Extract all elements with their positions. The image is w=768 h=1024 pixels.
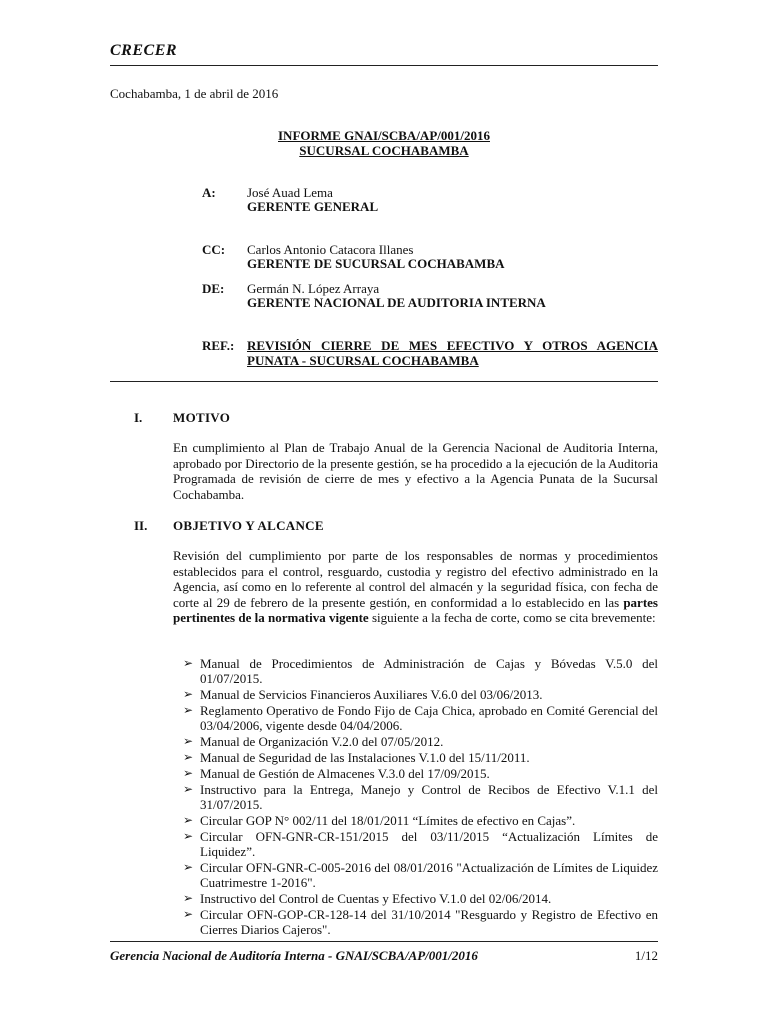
section2-text-after: siguiente a la fecha de corte, como se cita brevemente: <box>368 610 656 625</box>
to-name: José Auad Lema <box>247 185 333 200</box>
to-label: A: <box>202 185 216 200</box>
footer-divider <box>110 941 658 942</box>
to-role-text: GERENTE GENERAL <box>247 199 379 214</box>
header-divider <box>110 65 658 66</box>
list-item-text: Circular OFN-GOP-CR-128-14 del 31/10/2014 "Resguardo y Registro de Efectivo en Cierres Diarios Cajeros". <box>200 907 658 937</box>
list-item <box>183 656 658 686</box>
arrow-bullet-icon: ➢ <box>183 750 194 764</box>
list-item-text: Circular OFN-GNR-CR-151/2015 del 03/11/2015 “Actualización Límites de Liquidez”. <box>200 829 658 859</box>
page-footer <box>110 948 658 964</box>
arrow-bullet-icon: ➢ <box>183 829 194 843</box>
list-item-text: Manual de Servicios Financieros Auxiliares V.6.0 del 03/06/2013. <box>200 687 543 702</box>
list-item <box>183 891 658 906</box>
from-name: Germán N. López Arraya <box>247 281 380 296</box>
list-item <box>183 813 658 828</box>
list-item <box>183 750 658 765</box>
section1-paragraph: En cumplimiento al Plan de Trabajo Anual de la Gerencia Nacional de Auditoria Interna, aprobado por Directorio de la presente gestión, se ha procedido a la ejecución de la Auditoria Programada de revisión de cierre de mes y efectivo a la Agencia Punata de la Sucursal Cochabamba. <box>173 440 658 502</box>
list-item-text: Instructivo del Control de Cuentas y Efectivo V.1.0 del 02/06/2014. <box>200 891 552 906</box>
arrow-bullet-icon: ➢ <box>183 687 194 701</box>
regulations-list <box>183 656 658 938</box>
arrow-bullet-icon: ➢ <box>183 766 194 780</box>
from-label: DE: <box>202 281 225 296</box>
from-role-text: GERENTE NACIONAL DE AUDITORIA INTERNA <box>247 295 546 310</box>
footer-text: Gerencia Nacional de Auditoría Interna - GNAI/SCBA/AP/001/2016 <box>110 948 478 963</box>
arrow-bullet-icon: ➢ <box>183 734 194 748</box>
list-item-text: Reglamento Operativo de Fondo Fijo de Caja Chica, aprobado en Comité Gerencial del 03/04/2006, vigente desde 04/04/2006. <box>200 703 658 733</box>
list-item <box>183 782 658 812</box>
section1-number: I. <box>134 410 143 425</box>
list-item <box>183 766 658 781</box>
list-item-text: Circular OFN-GNR-C-005-2016 del 08/01/2016 "Actualización de Límites de Liquidez Cuatrimestre 1-2016". <box>200 860 658 890</box>
section2-text-before: Revisión del cumplimiento por parte de los responsables de normas y procedimientos establecidos para el control, resguardo, custodia y registro del efectivo administrado en la Agencia, así como en lo referente al control del almacén y la seguridad física, con fecha de corte al 29 de febrero de la presente gestión, en conformidad a lo establecido en las <box>173 548 658 610</box>
arrow-bullet-icon: ➢ <box>183 907 194 921</box>
ref-text: REVISIÓN CIERRE DE MES EFECTIVO Y OTROS AGENCIA PUNATA - SUCURSAL COCHABAMBA <box>247 338 658 368</box>
list-item <box>183 703 658 733</box>
to-role <box>247 199 378 214</box>
from-role <box>247 295 546 310</box>
cc-name: Carlos Antonio Catacora Illanes <box>247 242 414 257</box>
cc-role-text: GERENTE DE SUCURSAL COCHABAMBA <box>247 256 505 271</box>
list-item <box>183 829 658 859</box>
list-item-text: Instructivo para la Entrega, Manejo y Control de Recibos de Efectivo V.1.1 del 31/07/2015. <box>200 782 658 812</box>
report-title: INFORME GNAI/SCBA/AP/001/2016 <box>278 128 490 143</box>
list-item-text: Manual de Gestión de Almacenes V.3.0 del 17/09/2015. <box>200 766 490 781</box>
section2-title: OBJETIVO Y ALCANCE <box>173 518 324 533</box>
arrow-bullet-icon: ➢ <box>183 860 194 874</box>
ref-label: REF.: <box>202 338 235 353</box>
company-header: CRECER <box>110 42 178 59</box>
list-item-text: Manual de Seguridad de las Instalaciones V.1.0 del 15/11/2011. <box>200 750 530 765</box>
section2-paragraph <box>173 548 658 626</box>
cc-label: CC: <box>202 242 226 257</box>
section2-text-bold: partes pertinentes de la normativa vigente <box>173 594 658 625</box>
list-item <box>183 907 658 937</box>
arrow-bullet-icon: ➢ <box>183 782 194 796</box>
list-item-text: Manual de Organización V.2.0 del 07/05/2012. <box>200 734 444 749</box>
section1-title: MOTIVO <box>173 410 231 425</box>
list-item <box>183 687 658 702</box>
list-item-text: Circular GOP N° 002/11 del 18/01/2011 “Límites de efectivo en Cajas”. <box>200 813 576 828</box>
arrow-bullet-icon: ➢ <box>183 656 194 670</box>
list-item <box>183 734 658 749</box>
arrow-bullet-icon: ➢ <box>183 891 194 905</box>
page-number: 1/12 <box>634 948 658 963</box>
arrow-bullet-icon: ➢ <box>183 703 194 717</box>
recipients-divider <box>110 381 658 382</box>
date-line: Cochabamba, 1 de abril de 2016 <box>110 86 279 101</box>
list-item <box>183 860 658 890</box>
arrow-bullet-icon: ➢ <box>183 813 194 827</box>
cc-role <box>247 256 505 271</box>
section2-number: II. <box>134 518 148 533</box>
list-item-text: Manual de Procedimientos de Administración de Cajas y Bóvedas V.5.0 del 01/07/2015. <box>200 656 658 686</box>
report-subtitle: SUCURSAL COCHABAMBA <box>299 143 469 158</box>
